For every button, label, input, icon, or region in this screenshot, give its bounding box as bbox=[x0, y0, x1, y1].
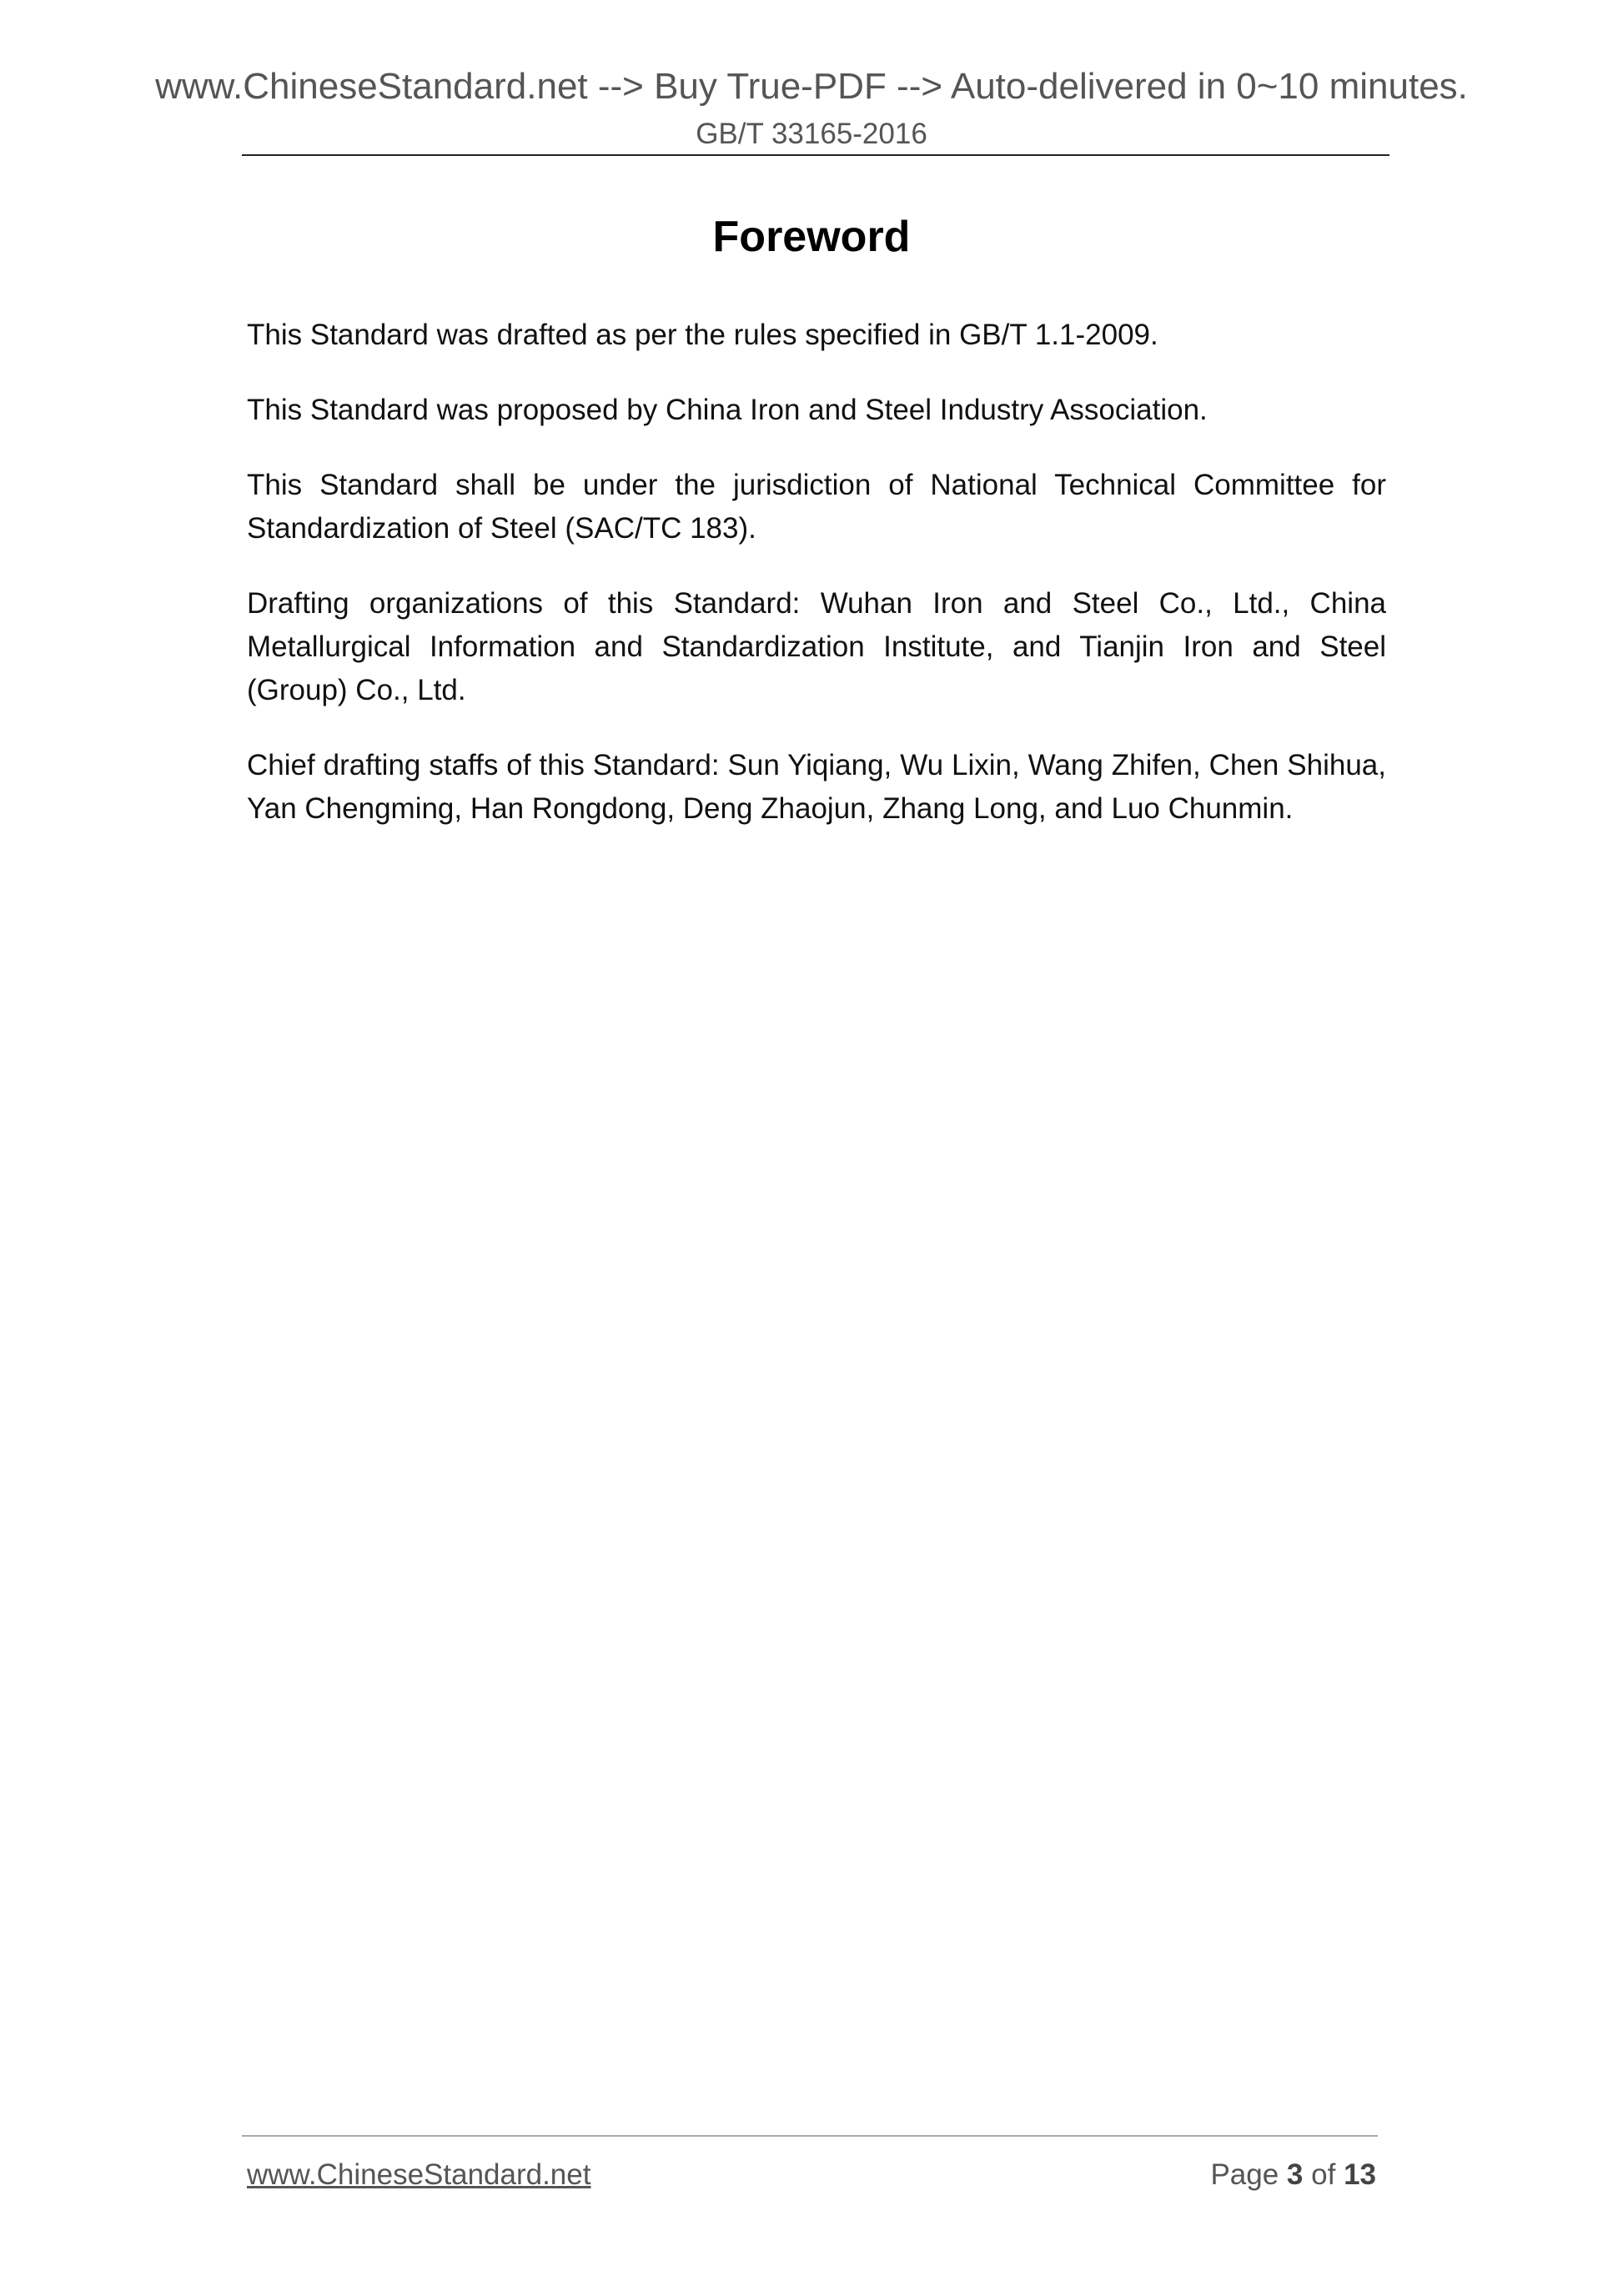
paragraph-drafting-organizations: Drafting organizations of this Standard: Wuhan Iron and Steel Co., Ltd., China Metallurgical Information and Standardization Institute, and Tianjin Iron and Steel (Group) Co., Ltd. bbox=[247, 587, 1386, 706]
current-page-number: 3 bbox=[1286, 2158, 1304, 2191]
footer-divider bbox=[242, 2135, 1378, 2137]
paragraph-drafting-rules: This Standard was drafted as per the rules specified in GB/T 1.1-2009. bbox=[247, 319, 1158, 351]
foreword-body bbox=[247, 314, 1386, 862]
paragraph-jurisdiction: This Standard shall be under the jurisdiction of National Technical Committee for Standardization of Steel (SAC/TC 183). bbox=[247, 469, 1386, 545]
header-divider bbox=[242, 154, 1389, 156]
paragraph-proposer: This Standard was proposed by China Iron and Steel Industry Association. bbox=[247, 394, 1208, 426]
page-word: Page bbox=[1210, 2158, 1279, 2191]
paragraph-drafting-staff: Chief drafting staffs of this Standard: Sun Yiqiang, Wu Lixin, Wang Zhifen, Chen Shihua, Yan Chengming, Han Rongdong, Deng Zhaojun, Zhang Long, and Luo Chunmin. bbox=[247, 749, 1386, 825]
page-indicator bbox=[1210, 2158, 1376, 2193]
site-banner: www.ChineseStandard.net --> Buy True-PDF --> Auto-delivered in 0~10 minutes. bbox=[155, 66, 1468, 107]
total-pages-number: 13 bbox=[1344, 2158, 1376, 2191]
footer-site-link[interactable]: www.ChineseStandard.net bbox=[247, 2158, 591, 2191]
of-word: of bbox=[1311, 2158, 1336, 2191]
standard-code: GB/T 33165-2016 bbox=[696, 118, 927, 150]
page-title: Foreword bbox=[712, 213, 911, 261]
